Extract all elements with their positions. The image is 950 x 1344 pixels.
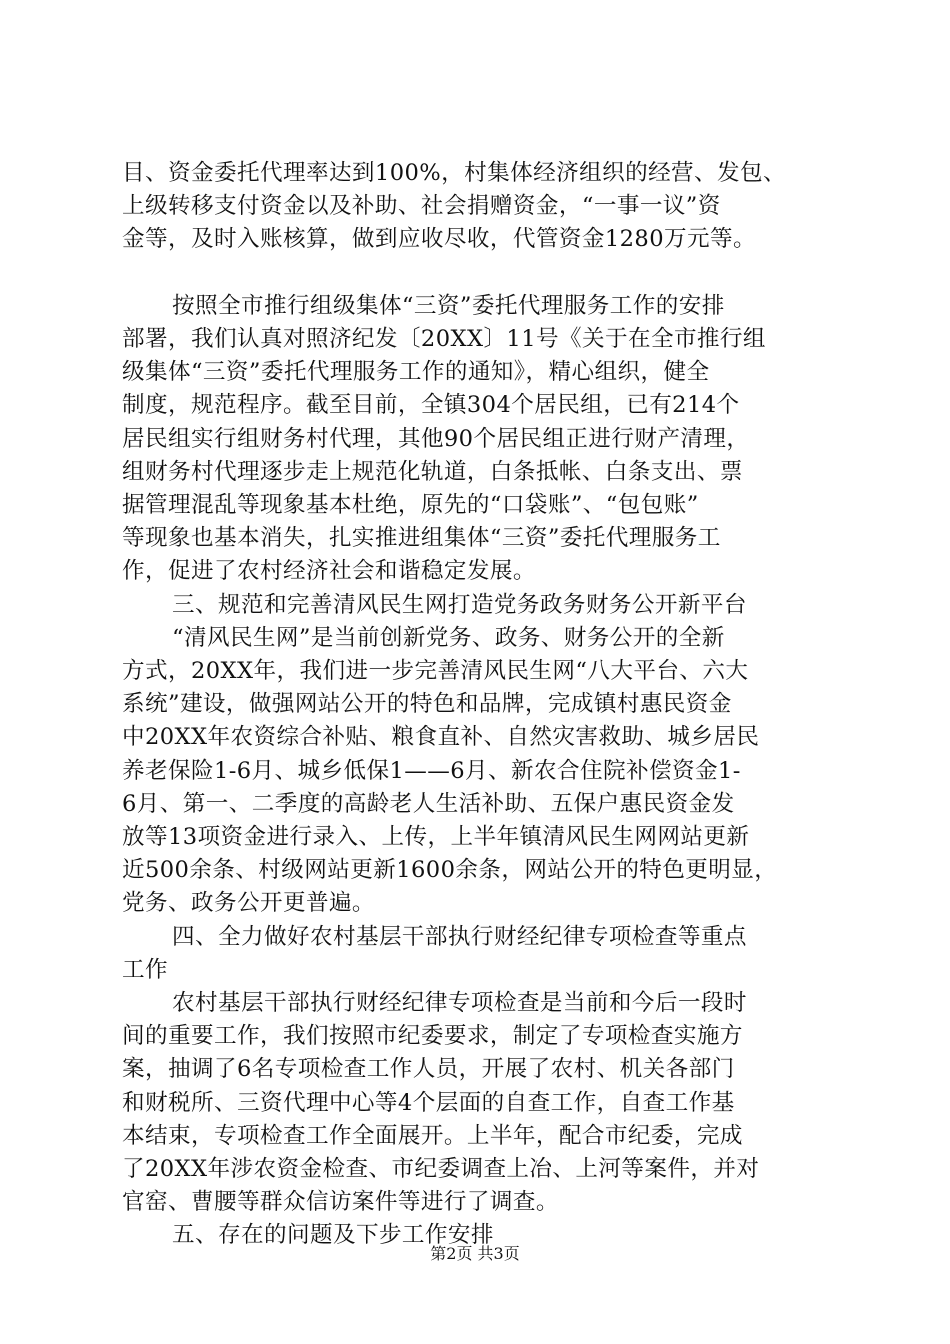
text-line: 作，促进了农村经济社会和谐稳定发展。	[122, 558, 536, 585]
section-heading: 五、存在的问题及下步工作安排	[172, 1222, 494, 1249]
text-line: 近500余条、村级网站更新1600余条，网站公开的特色更明显，	[122, 857, 778, 884]
text-line: 案，抽调了6名专项检查工作人员，开展了农村、机关各部门	[122, 1056, 735, 1083]
text-line: 金等，及时入账核算，做到应收尽收，代管资金1280万元等。	[122, 226, 756, 253]
text-line: 官窑、曹腰等群众信访案件等进行了调查。	[122, 1189, 559, 1216]
text-line: 和财税所、三资代理中心等4个层面的自查工作，自查工作基	[122, 1089, 735, 1116]
page-footer: 第2页 共3页	[430, 1244, 520, 1263]
text-line: 部署，我们认真对照济纪发〔20XX〕11号《关于在全市推行组	[122, 326, 766, 352]
text-line: 目、资金委托代理率达到100%，村集体经济组织的经营、发包、	[122, 160, 787, 186]
paragraph-first-line: “清风民生网”是当前创新党务、政务、财务公开的全新	[172, 624, 725, 651]
paragraph-first-line: 按照全市推行组级集体“三资”委托代理服务工作的安排	[172, 292, 725, 319]
text-line: 方式，20XX年，我们进一步完善清风民生网“八大平台、六大	[122, 658, 749, 684]
text-line: 系统”建设，做强网站公开的特色和品牌，完成镇村惠民资金	[122, 691, 732, 718]
text-line: 上级转移支付资金以及补助、社会捐赠资金，“一事一议”资	[122, 193, 721, 220]
text-line: 了20XX年涉农资金检查、市纪委调查上冶、上河等案件，并对	[122, 1156, 760, 1182]
text-line: 养老保险1-6月、城乡低保1——6月、新农合住院补偿资金1-	[122, 757, 741, 784]
text-line: 党务、政务公开更普遍。	[122, 890, 375, 917]
text-line: 6月、第一、二季度的高龄老人生活补助、五保户惠民资金发	[122, 790, 735, 817]
text-line: 制度，规范程序。截至目前，全镇304个居民组，已有214个	[122, 392, 740, 419]
text-line: 居民组实行组财务村代理，其他90个居民组正进行财产清理，	[122, 425, 750, 452]
text-line: 工作	[122, 956, 168, 983]
text-line: 组财务村代理逐步走上规范化轨道，白条抵帐、白条支出、票	[122, 458, 743, 485]
text-line: 放等13项资金进行录入、上传，上半年镇清风民生网网站更新	[122, 824, 750, 850]
text-line: 中20XX年农资综合补贴、粮食直补、自然灾害救助、城乡居民	[122, 724, 760, 751]
section-heading: 四、全力做好农村基层干部执行财经纪律专项检查等重点	[172, 923, 747, 950]
text-line: 间的重要工作，我们按照市纪委要求，制定了专项检查实施方	[122, 1023, 743, 1050]
section-heading: 三、规范和完善清风民生网打造党务政务财务公开新平台	[172, 591, 747, 618]
paragraph-first-line: 农村基层干部执行财经纪律专项检查是当前和今后一段时	[172, 990, 747, 1016]
text-line: 本结束，专项检查工作全面展开。上半年，配合市纪委，完成	[122, 1122, 743, 1149]
text-line: 级集体“三资”委托代理服务工作的通知》，精心组织，健全	[122, 359, 710, 386]
text-line: 据管理混乱等现象基本杜绝，原先的“口袋账”、“包包账”	[122, 492, 699, 518]
text-line: 等现象也基本消失，扎实推进组集体“三资”委托代理服务工	[122, 525, 721, 552]
